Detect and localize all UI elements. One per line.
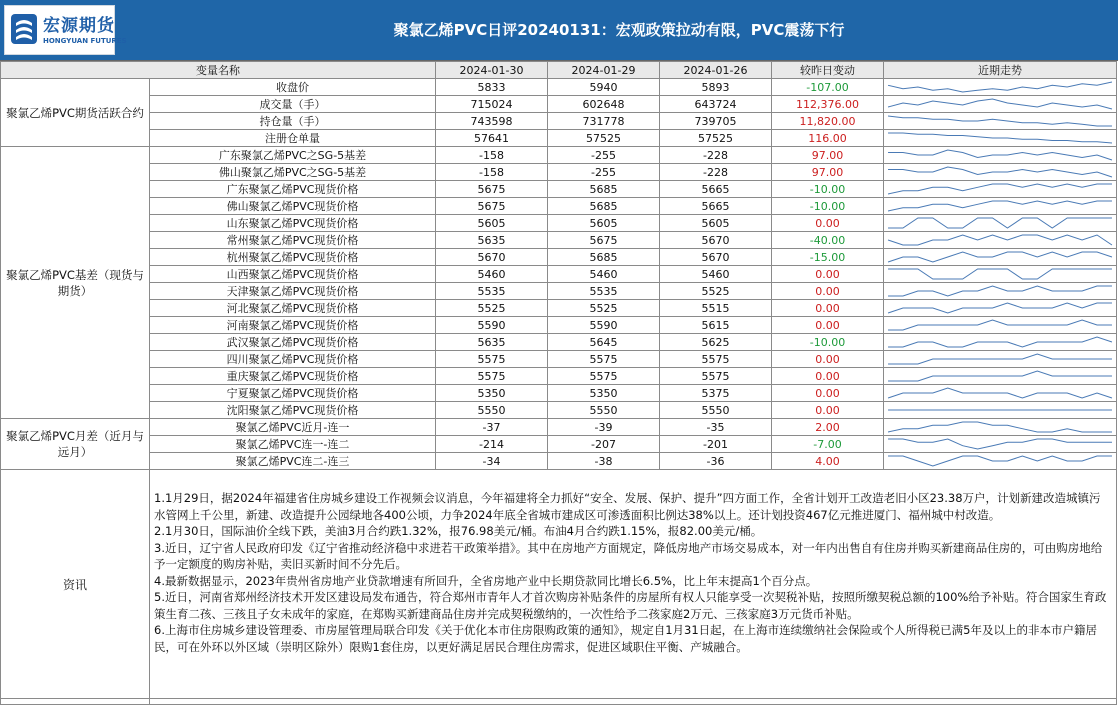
trend-line [888, 320, 1112, 330]
trend-cell [884, 402, 1117, 419]
value-date-3: 5625 [660, 334, 772, 351]
value-date-1: 5590 [436, 317, 548, 334]
news-item: 3.近日，辽宁省人民政府印发《辽宁省推动经济稳中求进若干政策举措》。其中在房地产方面规定，降低房地产市场交易成本，对一年内出售自有住房并购买新建商品住房的，可由购房地给予一定额度的购房补贴，卖旧买新时间不分先后。 [154, 540, 1103, 571]
value-date-3: 5670 [660, 249, 772, 266]
trend-sparkline [884, 249, 1116, 265]
value-date-1: 5550 [436, 402, 548, 419]
trend-cell [884, 368, 1117, 385]
trend-sparkline [884, 334, 1116, 350]
value-date-3: 5375 [660, 385, 772, 402]
table-row [1, 164, 1117, 181]
value-date-3: -228 [660, 164, 772, 181]
value-date-3: 5665 [660, 198, 772, 215]
trend-cell [884, 181, 1117, 198]
table-row [1, 130, 1117, 147]
table-tail-row [1, 699, 1117, 705]
change-value: 97.00 [772, 164, 884, 181]
value-date-1: -214 [436, 436, 548, 453]
trend-line [888, 184, 1112, 194]
value-date-3: 739705 [660, 113, 772, 130]
news-content [150, 470, 1117, 699]
value-date-2: 5645 [548, 334, 660, 351]
trend-cell [884, 215, 1117, 232]
trend-cell [884, 198, 1117, 215]
value-date-1: 743598 [436, 113, 548, 130]
variable-name: 沈阳聚氯乙烯PVC现货价格 [150, 402, 436, 419]
trend-line [888, 286, 1112, 296]
news-item: 2.1月30日，国际油价全线下跌，美油3月合约跌1.32%，报76.98美元/桶。布油4月合约跌1.15%，报82.00美元/桶。 [154, 524, 763, 538]
change-value: -40.00 [772, 232, 884, 249]
trend-sparkline [884, 198, 1116, 214]
col-date-2: 2024-01-29 [548, 62, 660, 79]
trend-cell [884, 147, 1117, 164]
table-row [1, 419, 1117, 436]
trend-cell [884, 79, 1117, 96]
news-row [1, 470, 1117, 699]
trend-cell [884, 266, 1117, 283]
value-date-2: 5525 [548, 300, 660, 317]
trend-cell [884, 436, 1117, 453]
change-value: 0.00 [772, 351, 884, 368]
logo-mark-icon [9, 11, 39, 47]
logo-name-cn: 宏源期货 [43, 16, 115, 36]
col-date-3: 2024-01-26 [660, 62, 772, 79]
trend-sparkline [884, 130, 1116, 146]
variable-name: 持仓量（手） [150, 113, 436, 130]
value-date-2: 5685 [548, 249, 660, 266]
variable-name: 杭州聚氯乙烯PVC现货价格 [150, 249, 436, 266]
group-label: 聚氯乙烯PVC基差（现货与期货） [1, 147, 150, 419]
trend-sparkline [884, 419, 1116, 435]
change-value: 0.00 [772, 368, 884, 385]
value-date-1: 5670 [436, 249, 548, 266]
value-date-1: 5675 [436, 181, 548, 198]
value-date-2: 5575 [548, 368, 660, 385]
value-date-1: 5460 [436, 266, 548, 283]
change-value: 0.00 [772, 215, 884, 232]
trend-line [888, 388, 1112, 398]
table-row [1, 283, 1117, 300]
variable-name: 聚氯乙烯PVC近月-连一 [150, 419, 436, 436]
value-date-1: 5350 [436, 385, 548, 402]
value-date-1: -158 [436, 147, 548, 164]
trend-line [888, 133, 1112, 143]
table-row [1, 249, 1117, 266]
table-row [1, 402, 1117, 419]
variable-name: 山西聚氯乙烯PVC现货价格 [150, 266, 436, 283]
value-date-1: 5635 [436, 334, 548, 351]
report-title: 聚氯乙烯PVC日评20240131：宏观政策拉动有限，PVC震荡下行 [393, 21, 845, 39]
trend-line [888, 82, 1112, 92]
company-logo [4, 5, 127, 55]
report-header [0, 0, 1118, 61]
variable-name: 佛山聚氯乙烯PVC之SG-5基差 [150, 164, 436, 181]
col-variable-name: 变量名称 [1, 62, 436, 79]
trend-cell [884, 232, 1117, 249]
value-date-2: 5605 [548, 215, 660, 232]
value-date-1: 5675 [436, 198, 548, 215]
trend-sparkline [884, 79, 1116, 95]
value-date-3: 5525 [660, 283, 772, 300]
trend-sparkline [884, 266, 1116, 282]
data-table [0, 61, 1117, 705]
value-date-1: 5635 [436, 232, 548, 249]
change-value: 0.00 [772, 385, 884, 402]
value-date-3: 5575 [660, 351, 772, 368]
trend-line [888, 116, 1112, 126]
table-row [1, 300, 1117, 317]
value-date-3: 57525 [660, 130, 772, 147]
change-value: -10.00 [772, 198, 884, 215]
value-date-2: 5460 [548, 266, 660, 283]
variable-name: 佛山聚氯乙烯PVC现货价格 [150, 198, 436, 215]
variable-name: 收盘价 [150, 79, 436, 96]
change-value: 2.00 [772, 419, 884, 436]
value-date-2: -39 [548, 419, 660, 436]
value-date-1: 57641 [436, 130, 548, 147]
variable-name: 广东聚氯乙烯PVC之SG-5基差 [150, 147, 436, 164]
value-date-3: 643724 [660, 96, 772, 113]
trend-line [888, 456, 1112, 466]
trend-line [888, 99, 1112, 109]
value-date-3: 5893 [660, 79, 772, 96]
value-date-3: 5615 [660, 317, 772, 334]
tail-cell [150, 699, 1117, 705]
variable-name: 注册仓单量 [150, 130, 436, 147]
value-date-2: -255 [548, 147, 660, 164]
table-row [1, 266, 1117, 283]
table-row [1, 96, 1117, 113]
trend-cell [884, 164, 1117, 181]
value-date-2: 5535 [548, 283, 660, 300]
change-value: 0.00 [772, 266, 884, 283]
change-value: 4.00 [772, 453, 884, 470]
trend-sparkline [884, 368, 1116, 384]
value-date-3: 5670 [660, 232, 772, 249]
value-date-2: 5350 [548, 385, 660, 402]
change-value: 0.00 [772, 300, 884, 317]
change-value: -10.00 [772, 334, 884, 351]
trend-line [888, 252, 1112, 262]
trend-sparkline [884, 351, 1116, 367]
trend-sparkline [884, 147, 1116, 163]
trend-line [888, 201, 1112, 211]
value-date-1: 5535 [436, 283, 548, 300]
table-row [1, 351, 1117, 368]
variable-name: 重庆聚氯乙烯PVC现货价格 [150, 368, 436, 385]
table-row [1, 215, 1117, 232]
group-label: 聚氯乙烯PVC期货活跃合约 [1, 79, 150, 147]
trend-line [888, 269, 1112, 279]
news-item: 1.1月29日，据2024年福建省住房城乡建设工作视频会议消息，今年福建将全力抓好“安全、发展、保护、提升”四方面工作，全省计划开工改造老旧小区23.38万户，计划新建改造城镇污水管网上千公里，新建、改造提升公园绿地各400公顷，力争2024年底全省城市建成区可渗透面积比例达38%以上。还计划投资467亿元推进厦门、福州城中村改造。 [154, 491, 1101, 522]
value-date-2: 5675 [548, 232, 660, 249]
value-date-3: -228 [660, 147, 772, 164]
trend-line [888, 422, 1112, 432]
table-row [1, 385, 1117, 402]
value-date-2: 5590 [548, 317, 660, 334]
variable-name: 山东聚氯乙烯PVC现货价格 [150, 215, 436, 232]
value-date-2: 57525 [548, 130, 660, 147]
trend-sparkline [884, 453, 1116, 469]
trend-cell [884, 249, 1117, 266]
value-date-2: 5685 [548, 181, 660, 198]
value-date-2: 5685 [548, 198, 660, 215]
trend-cell [884, 283, 1117, 300]
variable-name: 广东聚氯乙烯PVC现货价格 [150, 181, 436, 198]
change-value: 0.00 [772, 283, 884, 300]
trend-line [888, 150, 1112, 160]
trend-line [888, 337, 1112, 347]
table-row [1, 334, 1117, 351]
trend-sparkline [884, 300, 1116, 316]
value-date-3: 5665 [660, 181, 772, 198]
change-value: 97.00 [772, 147, 884, 164]
trend-sparkline [884, 232, 1116, 248]
value-date-2: -38 [548, 453, 660, 470]
col-trend: 近期走势 [884, 62, 1117, 79]
trend-line [888, 439, 1112, 449]
trend-cell [884, 317, 1117, 334]
tail-cell [1, 699, 150, 705]
value-date-3: -35 [660, 419, 772, 436]
table-row [1, 181, 1117, 198]
table-row [1, 453, 1117, 470]
change-value: 0.00 [772, 317, 884, 334]
variable-name: 成交量（手） [150, 96, 436, 113]
table-body [1, 79, 1117, 705]
table-row [1, 232, 1117, 249]
change-value: -7.00 [772, 436, 884, 453]
value-date-1: -158 [436, 164, 548, 181]
trend-sparkline [884, 317, 1116, 333]
trend-cell [884, 334, 1117, 351]
trend-sparkline [884, 113, 1116, 129]
variable-name: 天津聚氯乙烯PVC现货价格 [150, 283, 436, 300]
change-value: 11,820.00 [772, 113, 884, 130]
value-date-2: 5550 [548, 402, 660, 419]
change-value: -107.00 [772, 79, 884, 96]
value-date-1: -37 [436, 419, 548, 436]
trend-cell [884, 419, 1117, 436]
value-date-2: -207 [548, 436, 660, 453]
trend-sparkline [884, 283, 1116, 299]
trend-sparkline [884, 436, 1116, 452]
value-date-2: 602648 [548, 96, 660, 113]
value-date-1: 5525 [436, 300, 548, 317]
change-value: 112,376.00 [772, 96, 884, 113]
variable-name: 宁夏聚氯乙烯PVC现货价格 [150, 385, 436, 402]
col-date-1: 2024-01-30 [436, 62, 548, 79]
value-date-1: 715024 [436, 96, 548, 113]
table-row [1, 113, 1117, 130]
trend-sparkline [884, 96, 1116, 112]
value-date-3: -201 [660, 436, 772, 453]
variable-name: 常州聚氯乙烯PVC现货价格 [150, 232, 436, 249]
variable-name: 河北聚氯乙烯PVC现货价格 [150, 300, 436, 317]
trend-line [888, 218, 1112, 228]
trend-line [888, 235, 1112, 245]
table-row [1, 147, 1117, 164]
trend-sparkline [884, 402, 1116, 418]
value-date-1: -34 [436, 453, 548, 470]
table-row [1, 436, 1117, 453]
value-date-2: 5575 [548, 351, 660, 368]
trend-cell [884, 113, 1117, 130]
change-value: -10.00 [772, 181, 884, 198]
change-value: 0.00 [772, 402, 884, 419]
value-date-3: 5515 [660, 300, 772, 317]
col-change: 较昨日变动 [772, 62, 884, 79]
value-date-2: 731778 [548, 113, 660, 130]
value-date-1: 5833 [436, 79, 548, 96]
group-label: 聚氯乙烯PVC月差（近月与远月） [1, 419, 150, 470]
table-row [1, 317, 1117, 334]
variable-name: 聚氯乙烯PVC连一-连二 [150, 436, 436, 453]
table-row [1, 198, 1117, 215]
trend-sparkline [884, 181, 1116, 197]
trend-cell [884, 130, 1117, 147]
value-date-3: 5605 [660, 215, 772, 232]
trend-line [888, 371, 1112, 381]
trend-cell [884, 453, 1117, 470]
trend-line [888, 167, 1112, 177]
change-value: 116.00 [772, 130, 884, 147]
variable-name: 武汉聚氯乙烯PVC现货价格 [150, 334, 436, 351]
trend-sparkline [884, 385, 1116, 401]
trend-cell [884, 96, 1117, 113]
change-value: -15.00 [772, 249, 884, 266]
table-row [1, 79, 1117, 96]
news-item: 4.最新数据显示，2023年贵州省房地产业贷款增速有所回升，全省房地产业中长期贷款同比增长6.5%，比上年末提高1个百分点。 [154, 573, 818, 588]
news-label: 资讯 [1, 470, 150, 699]
table-header-row [1, 62, 1117, 79]
value-date-1: 5605 [436, 215, 548, 232]
value-date-3: 5575 [660, 368, 772, 385]
logo-name-en: HONGYUAN FUTURES [43, 37, 127, 45]
value-date-3: 5550 [660, 402, 772, 419]
variable-name: 四川聚氯乙烯PVC现货价格 [150, 351, 436, 368]
news-item: 6.上海市住房城乡建设管理委、市房屋管理局联合印发《关于优化本市住房限购政策的通知》，规定自1月31日起，在上海市连续缴纳社会保险或个人所得税已满5年及以上的非本市户籍居民，可在外环以外区域（崇明区除外）限购1套住房，以更好满足居民合理住房需求，促进区域职住平衡、产城融合。 [154, 623, 1097, 654]
value-date-3: 5460 [660, 266, 772, 283]
value-date-1: 5575 [436, 368, 548, 385]
news-item: 5.近日，河南省郑州经济技术开发区建设局发布通告，符合郑州市青年人才首次购房补贴条件的房屋所有权人只能享受一次契税补贴，按照所缴契税总额的100%给予补贴。符合国家生育政策生育二孩、三孩且子女未成年的家庭，在郑购买新建商品住房并完成契税缴纳的，一次性给予二孩家庭2万元、三孩家庭3万元货币补贴。 [154, 590, 1107, 621]
trend-sparkline [884, 164, 1116, 180]
value-date-2: 5940 [548, 79, 660, 96]
trend-cell [884, 385, 1117, 402]
variable-name: 河南聚氯乙烯PVC现货价格 [150, 317, 436, 334]
trend-sparkline [884, 215, 1116, 231]
trend-cell [884, 351, 1117, 368]
trend-line [888, 354, 1112, 364]
value-date-3: -36 [660, 453, 772, 470]
variable-name: 聚氯乙烯PVC连二-连三 [150, 453, 436, 470]
value-date-1: 5575 [436, 351, 548, 368]
table-row [1, 368, 1117, 385]
value-date-2: -255 [548, 164, 660, 181]
trend-cell [884, 300, 1117, 317]
trend-line [888, 303, 1112, 313]
